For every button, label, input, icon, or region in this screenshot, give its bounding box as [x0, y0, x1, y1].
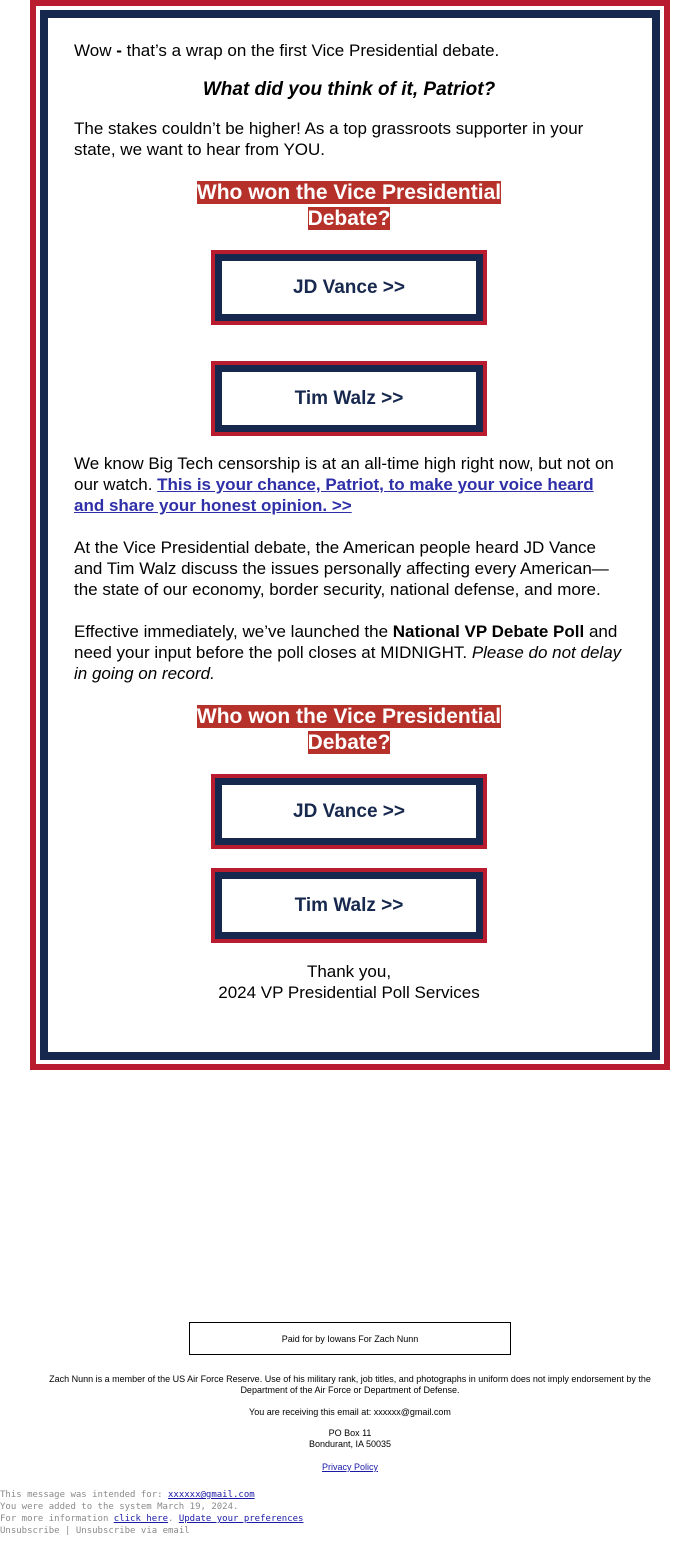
poll-launch-paragraph: Effective immediately, we’ve launched the National VP Debate Poll and need your input before the poll closes at MIDNIGHT. Please do not delay in going on record. — [74, 622, 622, 683]
share-opinion-link[interactable]: This is your chance, Patriot, to make your voice heard and share your honest opinion. >> — [74, 475, 594, 515]
intended-email-link[interactable]: xxxxxx@gmail.com — [167, 1490, 255, 1500]
email-frame — [30, 0, 670, 1070]
unsubscribe-email-link[interactable]: Unsubscribe via email — [75, 1526, 190, 1536]
poll-headline-repeat: Who won the Vice Presidential Debate? — [196, 705, 502, 754]
stakes-paragraph: The stakes couldn’t be higher! As a top grassroots supporter in your state, we want to hear from YOU. — [74, 119, 584, 159]
privacy-policy-link[interactable]: Privacy Policy — [321, 1462, 378, 1472]
vote-vance-button[interactable] — [211, 250, 487, 325]
debate-issues-paragraph: At the Vice Presidential debate, the American people heard JD Vance and Tim Walz discuss the issues personally affecting every American—the state of our economy, border security, national defense, and more. — [74, 538, 609, 599]
update-preferences-link[interactable]: Update your preferences — [178, 1514, 304, 1524]
recipient-email: xxxxxx@gmail.com — [373, 1407, 451, 1417]
big-tech-paragraph: We know Big Tech censorship is at an all-time high right now, but not on our watch. This is your chance, Patriot, to make your voice heard and share your honest opinion. >> — [74, 454, 614, 515]
vote-walz-button[interactable] — [211, 361, 487, 436]
vote-vance-label: JD Vance >> — [222, 785, 476, 838]
email-body — [74, 40, 624, 1003]
question-heading: What did you think of it, Patriot? — [202, 79, 496, 100]
receiving-notice: You are receiving this email at: xxxxxx@gmail.com — [249, 1407, 451, 1417]
vote-walz-button-repeat[interactable] — [211, 868, 487, 943]
paid-for-disclaimer: Paid for by Iowans For Zach Nunn — [189, 1322, 511, 1355]
poll-headline: Who won the Vice Presidential Debate? — [196, 181, 502, 230]
vote-vance-label: JD Vance >> — [222, 261, 476, 314]
vote-walz-label: Tim Walz >> — [222, 372, 476, 425]
mailing-address: PO Box 11 Bondurant, IA 50035 — [308, 1428, 392, 1449]
intro-paragraph: Wow - that’s a wrap on the first Vice Presidential debate. — [74, 41, 500, 60]
sign-off — [74, 961, 624, 1003]
vote-vance-button-repeat[interactable] — [211, 774, 487, 849]
thanks-text: Thank you, — [306, 962, 392, 981]
military-disclaimer: Zach Nunn is a member of the US Air Force Reserve. Use of his military rank, job titles, and photographs in uniform does not imply endorsement by the Department of the Air Force or Department of Defense. — [49, 1374, 651, 1395]
click-here-link[interactable]: click here — [113, 1514, 168, 1524]
unsubscribe-link[interactable]: Unsubscribe — [0, 1526, 60, 1536]
vote-walz-label: Tim Walz >> — [222, 879, 476, 932]
added-notice: You were added to the system March 19, 2024. — [0, 1502, 239, 1512]
signature: 2024 VP Presidential Poll Services — [218, 983, 480, 1002]
system-footer: This message was intended for: xxxxxx@gmail.com You were added to the system March 19, 2024. For more information click here. Update your preferences Unsubscribe | Unsubscribe via email — [0, 1490, 304, 1536]
